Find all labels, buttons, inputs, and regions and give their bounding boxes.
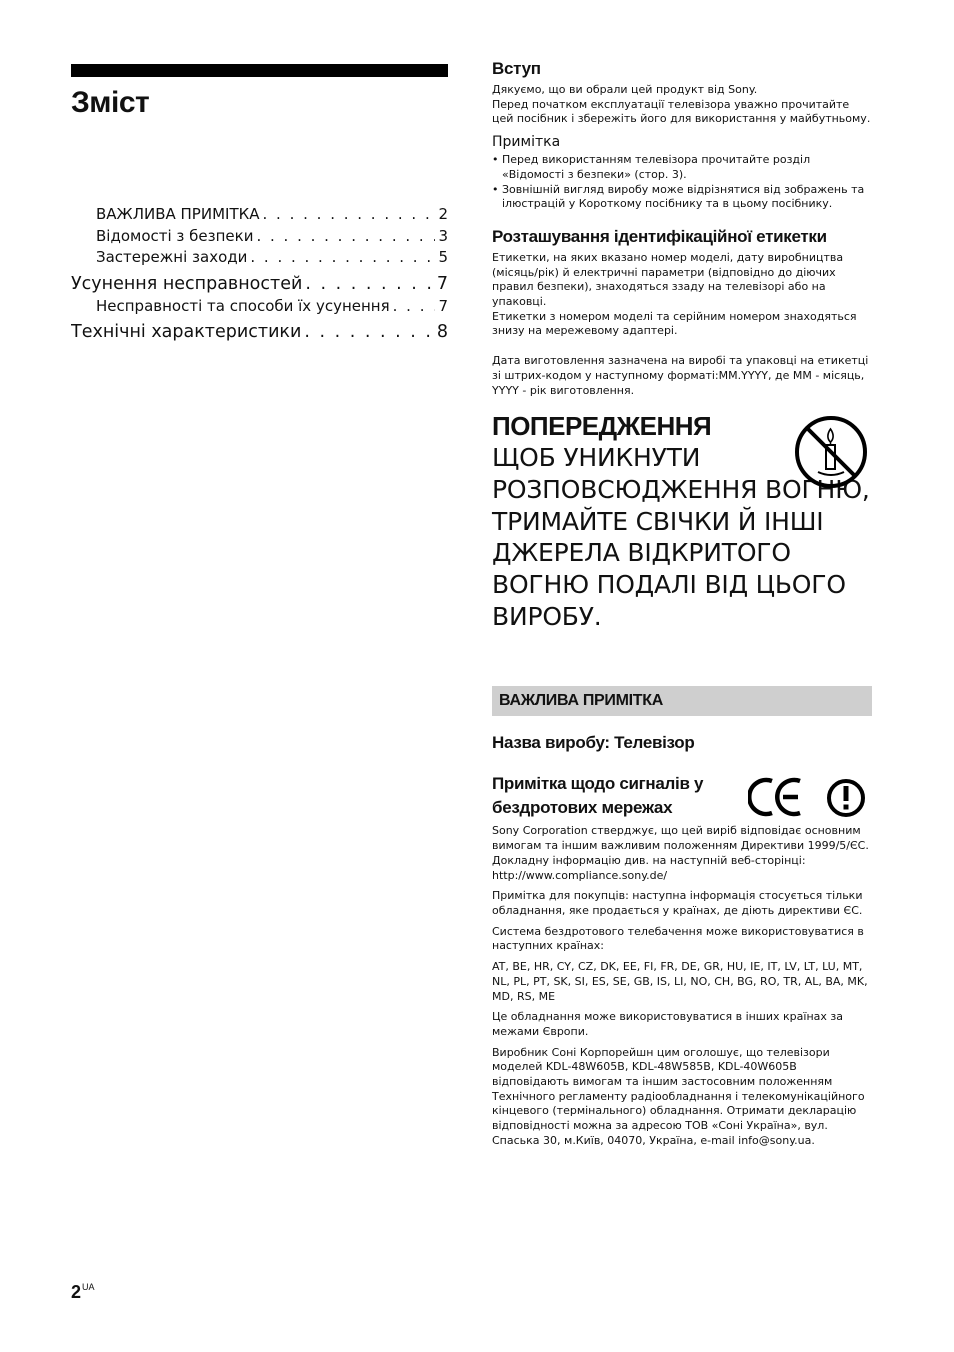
label-location-heading: Розташування ідентифікаційної етикетки <box>492 226 827 246</box>
toc-entry-label: Відомості з безпеки <box>96 226 254 245</box>
page-number-value: 2 <box>71 1282 82 1302</box>
compliance-paragraph: Sony Corporation стверджує, що цей виріб відповідає основним вимогам та іншим важливим положенням Директиви 1999/5/ЄС. Докладну інформацію див. на наступній веб-сторінці: http://www.compliance.sony.de/ <box>492 824 869 882</box>
toc-leader-dots <box>305 272 434 296</box>
content-column <box>492 58 872 1155</box>
toc-entry-page: 7 <box>436 273 448 294</box>
fire-warning <box>492 410 872 632</box>
toc-leader-dots <box>393 296 436 318</box>
note-list <box>492 153 872 212</box>
toc-entry-label: Несправності та способи їх усунення <box>96 296 390 315</box>
warning-heading: ПОПЕРЕДЖЕННЯ <box>492 411 712 442</box>
toc-entry-precautions[interactable] <box>71 247 448 269</box>
page-title: Зміст <box>71 86 150 119</box>
note-item: • Перед використанням телевізора прочитайте розділ «Відомості з безпеки» (стор. 3). <box>492 153 872 182</box>
intro-heading: Вступ <box>492 59 541 78</box>
toc-entry-page: 2 <box>438 205 448 223</box>
toc-leader-dots <box>250 247 435 269</box>
ce-mark-icon <box>748 776 804 818</box>
toc-entry-label: Технічні характеристики <box>71 322 302 342</box>
toc-leader-dots <box>256 226 435 248</box>
toc-entry-specifications[interactable] <box>71 320 448 344</box>
product-name: Назва виробу: Телевізор <box>492 733 695 753</box>
intro-section <box>492 58 872 212</box>
toc-leader-dots <box>263 204 436 226</box>
table-of-contents <box>71 64 448 342</box>
intro-paragraph: Перед початком експлуатації телевізора уважно прочитайте цей посібник і збережіть його для використання у майбутньому. <box>492 97 871 126</box>
page-number <box>71 1282 95 1303</box>
compliance-paragraph: Система бездротового телебачення може використовуватися в наступних країнах: <box>492 924 864 953</box>
toc-list <box>71 204 448 344</box>
manufacture-date-paragraph: Дата виготовлення зазначена на виробі та упаковці на етикетці зі штрих-кодом у наступному форматі:ММ.YYYY, де ММ - місяць, YYYY - рік виготовлення. <box>492 354 869 397</box>
wireless-heading: Примітка щодо сигналів у бездротових мережах <box>492 774 704 818</box>
intro-paragraph: Дякуємо, що ви обрали цей продукт від Sony. <box>492 83 758 96</box>
toc-entry-page: 3 <box>438 226 448 245</box>
toc-entry-label: Застережні заходи <box>96 248 248 266</box>
toc-entry-problems-solutions[interactable] <box>71 296 448 318</box>
language-code: UA <box>82 1282 95 1292</box>
note-item: • Зовнішній вигляд виробу може відрізнятися від зображень та ілюстрацій у Короткому посібнику та в цьому посібнику. <box>492 183 872 212</box>
title-rule <box>71 64 448 77</box>
important-note-bar: ВАЖЛИВА ПРИМІТКА <box>492 686 872 716</box>
toc-entry-label: ВАЖЛИВА ПРИМІТКА <box>96 205 260 223</box>
country-list: AT, BE, HR, CY, CZ, DK, EE, FI, FR, DE, GR, HU, IE, IT, LV, LT, LU, MT, NL, PL, PT, SK, SI, ES, SE, GB, IS, LI, NO, CH, BG, RO, TR, AL, BA, MK, MD, RS, ME <box>492 960 868 1003</box>
toc-entry-label: Усунення несправностей <box>71 273 303 294</box>
compliance-paragraph: Примітка для покупців: наступна інформація стосується тільки обладнання, яке продається у країнах, де діють директиви ЄС. <box>492 889 863 917</box>
toc-entry-troubleshooting[interactable] <box>71 272 448 296</box>
label-location-section <box>492 226 872 398</box>
label-location-paragraph: Етикетки з номером моделі та серійним номером знаходяться знизу на мережевому адаптері. <box>492 309 857 338</box>
note-heading: Примітка <box>492 134 561 151</box>
toc-leader-dots <box>304 320 433 344</box>
warning-text: ЩОБ УНИКНУТИ РОЗПОВСЮДЖЕННЯ ВОГНЮ, ТРИМАЙТЕ СВІЧКИ Й ІНШІ ДЖЕРЕЛА ВІДКРИТОГО ВОГНЮ ПОДАЛІ ВІД ЦЬОГО ВИРОБУ. <box>492 443 870 631</box>
compliance-paragraph: Це обладнання може використовуватися в інших країнах за межами Європи. <box>492 1010 843 1038</box>
compliance-paragraph: Виробник Соні Корпорейшн цим оголошує, що телевізори моделей KDL-48W605B, KDL-48W585B, KDL-40W605B відповідають вимогам та іншим застосовним положенням Технічного регламенту радіообладнання і телекомунікаційного кінцевого (термінального) обладнання. Отримати декларацію відповідності можна за адресою ТОВ «Соні Україна», вул. Спаська 30, м.Київ, 04070, Україна, e-mail info@sony.ua. <box>492 1045 865 1147</box>
label-location-paragraph: Етикетки, на яких вказано номер моделі, дату виробництва (місяць/рік) й електричні параметри (відповідно до діючих правил безпеки), знаходяться ззаду на телевізорі або на упаковці. <box>492 250 844 309</box>
alert-mark-icon <box>826 778 866 818</box>
toc-entry-safety-info[interactable] <box>71 226 448 248</box>
toc-entry-page: 7 <box>438 296 448 315</box>
toc-entry-page: 8 <box>436 322 448 342</box>
toc-entry-page: 5 <box>438 248 448 266</box>
toc-entry-important-note[interactable] <box>71 204 448 226</box>
wireless-section <box>492 772 872 1148</box>
no-candle-icon <box>794 415 868 489</box>
